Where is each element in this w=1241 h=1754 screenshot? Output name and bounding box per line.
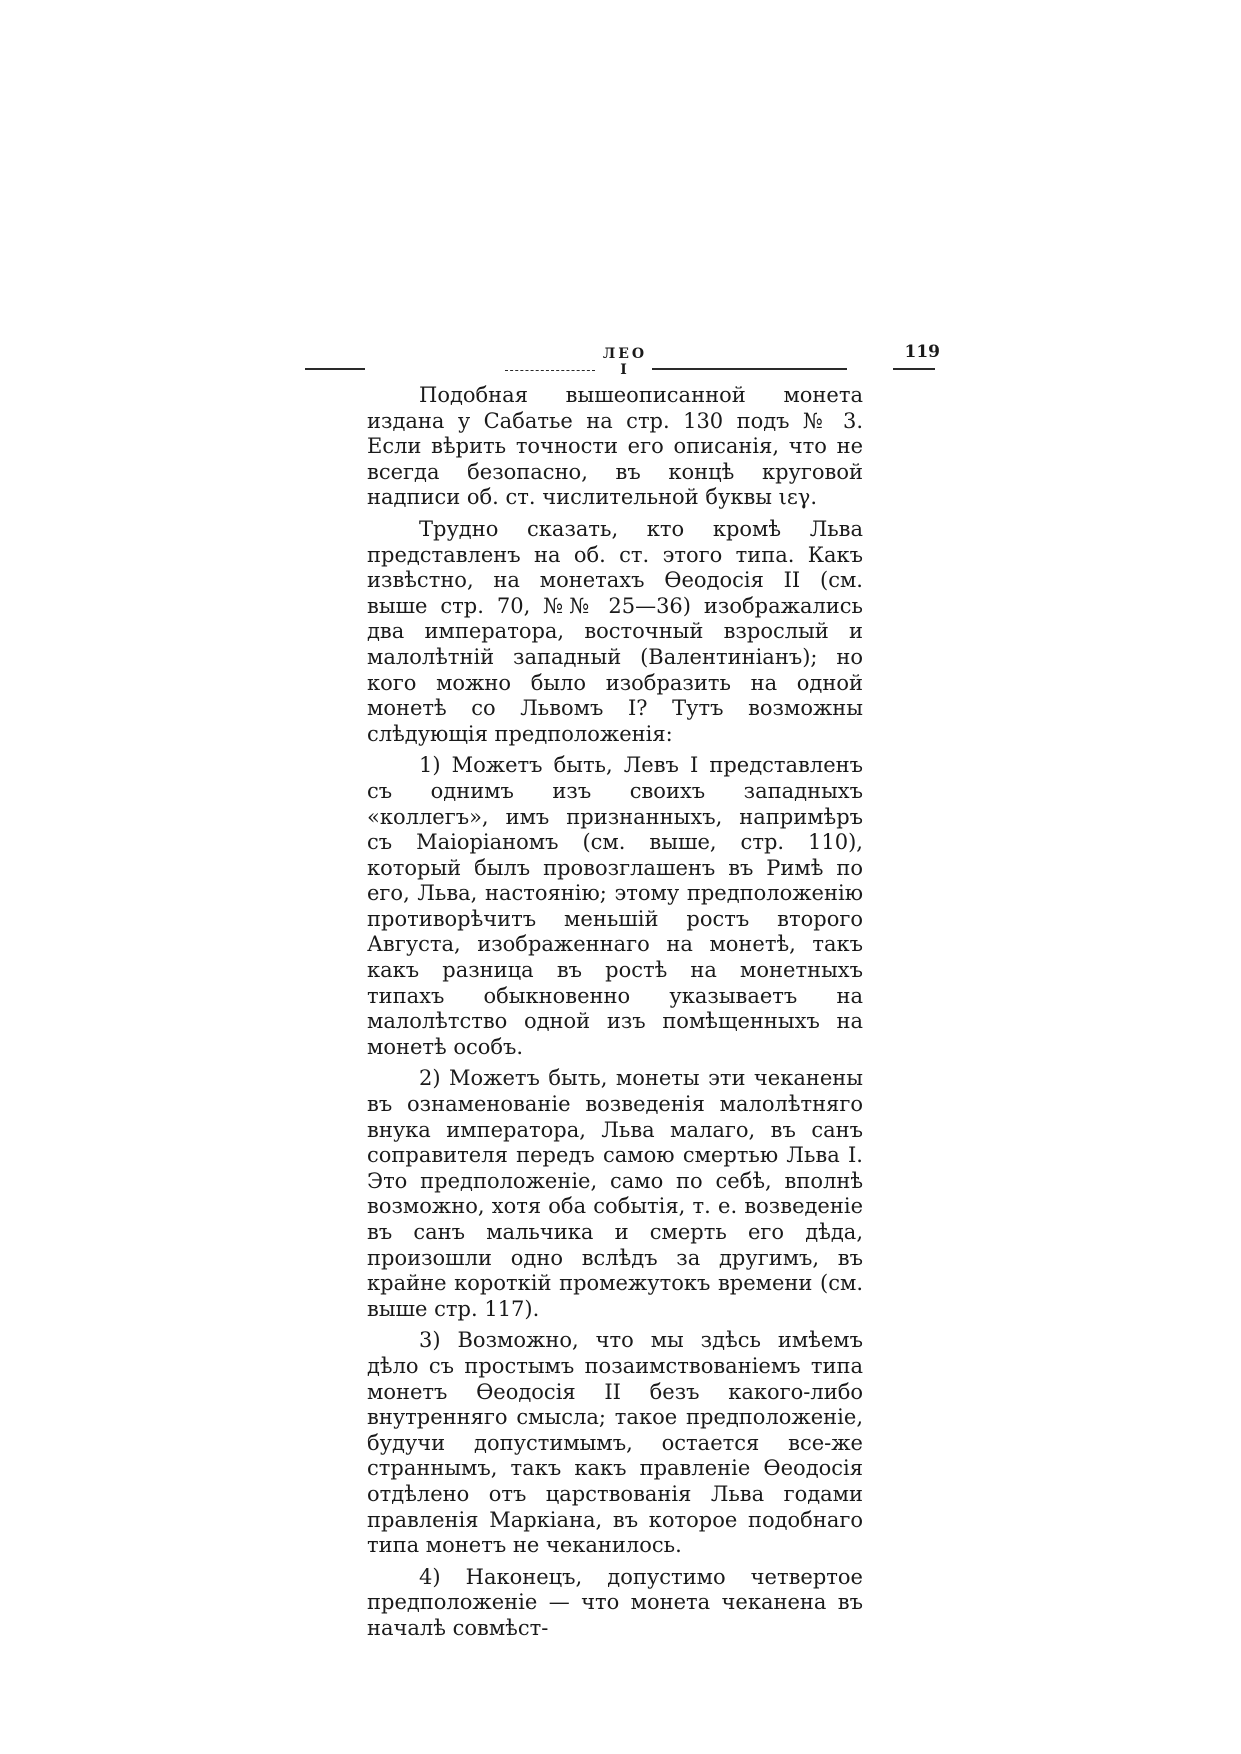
paragraph: 4) Наконецъ, допустимо четвертое предположеніе — что монета чеканена въ началѣ совмѣст- xyxy=(367,1564,863,1640)
running-head: ЛЕО I xyxy=(602,346,648,378)
header-rule-right xyxy=(893,368,935,370)
header-rule-center-left xyxy=(505,370,595,371)
paragraph: Трудно сказать, кто кромѣ Льва представленъ на об. ст. этого типа. Какъ извѣстно, на монетахъ Ѳеодосія II (см. выше стр. 70, №№ 25—36) изображались два императора, восточный взрослый и малолѣтній западный (Валентиніанъ); но кого можно было изобразить на одной монетѣ со Львомъ I? Тутъ возможны слѣдующія предположенія: xyxy=(367,516,863,746)
page-number: 119 xyxy=(904,342,940,362)
header-rule-left xyxy=(305,368,365,370)
paragraph: Подобная вышеописанной монета издана у Сабатье на стр. 130 подъ № 3. Если вѣрить точности его описанія, что не всегда безопасно, въ концѣ круговой надписи об. ст. числительной буквы ιεγ. xyxy=(367,383,863,510)
paragraph: 2) Можетъ быть, монеты эти чеканены въ ознаменованіе возведенія малолѣтняго внука императора, Льва малаго, въ санъ соправителя передъ самою смертью Льва I. Это предположеніе, само по себѣ, вполнѣ возможно, хотя оба событія, т. е. возведеніе въ санъ мальчика и смерть его дѣда, произошли одно вслѣдъ за другимъ, въ крайне короткій промежутокъ времени (см. выше стр. 117). xyxy=(367,1066,863,1321)
paragraph: 3) Возможно, что мы здѣсь имѣемъ дѣло съ простымъ позаимствованіемъ типа монетъ Ѳеодосія II безъ какого-либо внутренняго смысла; такое предположеніе, будучи допустимымъ, остается все-же страннымъ, такъ какъ правленіе Ѳеодосія отдѣлено отъ царствованія Льва годами правленія Маркіана, въ которое подобнаго типа монетъ не чеканилось. xyxy=(367,1328,863,1558)
header-rule-center-right xyxy=(652,368,847,370)
body-text xyxy=(367,383,863,1648)
paragraph: 1) Можетъ быть, Левъ I представленъ съ однимъ изъ своихъ западныхъ «коллегъ», имъ признанныхъ, напримѣръ съ Маіоріаномъ (см. выше, стр. 110), который былъ провозглашенъ въ Римѣ по его, Льва, настоянію; этому предположенію противорѣчитъ меньшій ростъ второго Августа, изображеннаго на монетѣ, такъ какъ разница въ ростѣ на монетныхъ типахъ обыкновенно указываетъ на малолѣтство одной изъ помѣщенныхъ на монетѣ особъ. xyxy=(367,753,863,1059)
page-header xyxy=(0,336,1241,376)
